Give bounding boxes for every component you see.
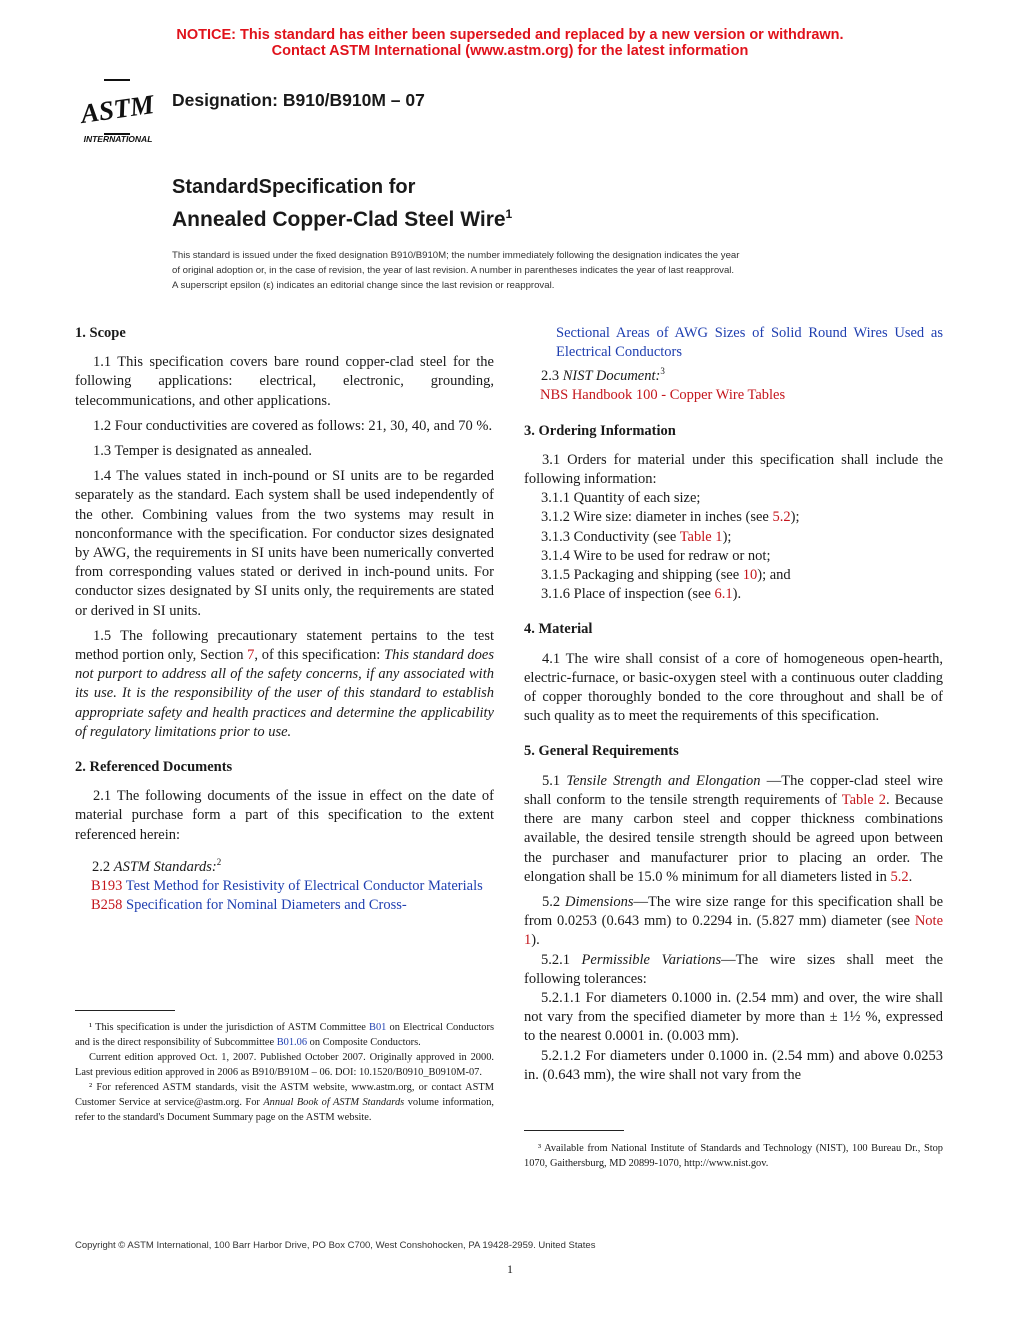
para-5-2-1-2: 5.2.1.2 For diameters under 0.1000 in. (2.54 mm) and above 0.0253 in. (0.643 mm), the wire shall not vary from the — [524, 1047, 943, 1083]
astm-logo — [74, 76, 160, 144]
para-2-3-num: 2.3 — [541, 368, 563, 385]
item-3-1-4: 3.1.4 Wire to be used for redraw or not; — [541, 547, 771, 564]
para-5-2 — [524, 893, 943, 951]
designation: Designation: B910/B910M – 07 — [172, 90, 425, 110]
item-text: ); — [722, 528, 732, 545]
link-table-2[interactable]: Table 2 — [841, 791, 887, 808]
left-column — [75, 324, 494, 915]
link-note-1[interactable]: Note 1 — [524, 913, 943, 949]
para-text: —The wire size range for this specification shall be from 0.0253 (0.643 mm) to 0.2294 in. (5.827 mm) diameter (see — [524, 893, 944, 930]
footnote-1-text: on Electrical Conductors and is the direct responsibility of Subcommittee — [75, 1022, 494, 1048]
para-1-2: 1.2 Four conductivities are covered as follows: 21, 30, 40, and 70 %. — [93, 417, 493, 434]
right-column — [524, 324, 943, 1085]
para-1-1: 1.1 This specification covers bare round copper-clad steel for the following applications: electrical, electronic, grounding, telecommunications, and other applications. — [75, 354, 494, 409]
item-text: 3.1.5 Packaging and shipping (see — [541, 567, 743, 584]
issuance-line: A superscript epsilon (ε) indicates an editorial change since the last revision or reapproval. — [172, 280, 555, 291]
para-5-2-1 — [524, 951, 943, 989]
link-5-2[interactable]: 5.2 — [772, 509, 791, 526]
para-2-2 — [75, 853, 494, 877]
safety-statement: This standard does not purport to address all of the safety concerns, if any associated with its use. It is the responsibility of the user of this standard to establish appropriate safety and health practices and determine the applicability of regulatory limitations prior to use. — [75, 647, 494, 740]
para-text: —The copper-clad steel wire shall conform to the tensile strength requirements of — [524, 772, 943, 808]
para-3-1: 3.1 Orders for material under this specification shall include the following information: — [524, 451, 943, 488]
footnote-2 — [75, 1080, 494, 1125]
item-text: ); and — [757, 567, 791, 584]
footnote-ref-2: 2 — [216, 856, 222, 867]
section-4-heading: 4. Material — [524, 621, 593, 638]
b193-title[interactable]: Test Method for Resistivity of Electrical Conductor Materials — [122, 877, 483, 894]
left-footnotes — [75, 1020, 494, 1125]
para-5-2-title: Dimensions — [565, 893, 634, 910]
section-3-heading: 3. Ordering Information — [524, 422, 676, 439]
link-section-10[interactable]: 10 — [742, 567, 758, 584]
reference-b193[interactable] — [75, 877, 494, 896]
para-2-2-num: 2.2 — [92, 858, 114, 875]
footnote-divider — [75, 1010, 175, 1011]
para-1-3: 1.3 Temper is designated as annealed. — [93, 443, 312, 460]
title-footnote-ref: 1 — [505, 207, 513, 221]
para-2-1: 2.1 The following documents of the issue in effect on the date of material purchase form a part of this specification to the extent referenced herein: — [75, 788, 494, 843]
nbs-handbook-link[interactable]: NBS Handbook 100 - Copper Wire Tables — [540, 387, 786, 404]
footnote-2-book: Annual Book of ASTM Standards — [263, 1097, 405, 1108]
para-5-1 — [524, 772, 943, 887]
para-text: . Because there are many carbon steel and copper thickness combinations available, the desired tensile strength should be agreed upon between the purchaser and manufacturer prior to placing an order. The elongation shall be 15.0 % minimum for all diameters listed in — [524, 791, 944, 885]
footnote-1-edition: Current edition approved Oct. 1, 2007. Published October 2007. Originally approved in 2000. Last previous edition approved in 2006 as B910/B910M – 06. DOI: 10.1520/B0910_B0910M-07. — [75, 1052, 494, 1078]
title-line-1: StandardSpecification for — [172, 176, 416, 198]
notice-line-1: NOTICE: This standard has either been superseded and replaced by a new version or withdrawn. — [176, 27, 844, 43]
notice-line-2: Contact ASTM International (www.astm.org) for the latest information — [271, 43, 749, 59]
logo-subtext: INTERNATIONAL — [83, 134, 153, 144]
committee-b01-link[interactable]: B01 — [369, 1022, 387, 1033]
footnote-1-text: on Composite Conductors. — [307, 1037, 421, 1048]
item-text: ). — [732, 586, 742, 603]
nist-document-label: NIST Document: — [562, 368, 661, 385]
issuance-line: This standard is issued under the fixed designation B910/B910M; the number immediately following the designation indicates the year — [172, 250, 740, 261]
item-3-1-6 — [524, 585, 943, 604]
subcommittee-b01-06-link[interactable]: B01.06 — [276, 1037, 308, 1048]
para-1-4: 1.4 The values stated in inch-pound or SI units are to be regarded separately as the standard. Each system shall be used independently of the other. Combining values from the two systems may result in nonconformance with the specification. For conductor sizes designated by AWG, the requirements in SI units have been numerically converted from corresponding values stated or derived in inch-pound units. For conductor sizes designated by SI units only, the requirements are stated or derived in SI units. — [75, 468, 494, 619]
para-1-5-text: , of this specification: — [254, 647, 384, 664]
footnote-ref-3: 3 — [660, 366, 665, 377]
para-1-5 — [75, 627, 494, 742]
astm-standards-label: ASTM Standards: — [113, 858, 217, 875]
logo-text: ASTM — [78, 89, 156, 129]
para-1-5-text: 1.5 The following precautionary statement pertains to the test method portion only, Section — [75, 627, 494, 664]
item-text: 3.1.2 Wire size: diameter in inches (see — [541, 509, 773, 526]
section-7-link[interactable]: 7 — [247, 647, 255, 664]
para-text: . — [908, 868, 913, 885]
item-text: 3.1.3 Conductivity (see — [541, 528, 680, 545]
item-3-1-2 — [524, 508, 943, 527]
reference-b258-continued[interactable]: Sectional Areas of AWG Sizes of Solid Round Wires Used as Electrical Conductors — [556, 325, 943, 361]
section-2-heading: 2. Referenced Documents — [75, 759, 233, 776]
para-4-1: 4.1 The wire shall consist of a core of homogeneous open-hearth, electric-furnace, or basic-oxygen steel with a continuous outer cladding of copper thoroughly bonded to the core throughout and shall be of such quality as to meet the requirements of this specification. — [524, 650, 943, 725]
b258-code[interactable]: B258 — [91, 897, 123, 914]
para-text: 5.1 — [542, 772, 567, 789]
astm-logo-icon — [74, 76, 160, 144]
b258-title[interactable]: Specification for Nominal Diameters and Cross- — [122, 897, 407, 914]
para-5-1-title: Tensile Strength and Elongation — [566, 772, 761, 789]
page-title — [172, 174, 512, 233]
para-text: —The wire sizes shall meet the following tolerances: — [524, 951, 944, 987]
footnote-divider — [524, 1130, 624, 1131]
link-table-1[interactable]: Table 1 — [679, 528, 723, 545]
link-5-2[interactable]: 5.2 — [890, 868, 909, 885]
reference-b258[interactable] — [75, 896, 494, 915]
item-3-1-3 — [524, 528, 943, 547]
issuance-note — [172, 248, 862, 293]
item-text: 3.1.6 Place of inspection (see — [541, 586, 715, 603]
para-5-2-1-title: Permissible Variations — [581, 951, 722, 968]
notice-banner — [0, 27, 1020, 59]
para-5-2-1-1: 5.2.1.1 For diameters 0.1000 in. (2.54 mm) and over, the wire shall not vary from the specified diameter by more than ± 1½ %, expressed to the nearest 0.0001 in. (0.003 mm). — [524, 989, 943, 1045]
footnote-1-text: ¹ This specification is under the jurisdiction of ASTM Committee — [89, 1022, 370, 1033]
issuance-line: of original adoption or, in the case of revision, the year of last revision. A number in parentheses indicates the year of last reapproval. — [172, 265, 735, 276]
footnote-2-text: ² For referenced ASTM standards, visit the ASTM website, www.astm.org, or contact ASTM Customer Service at service@astm.org. For — [75, 1082, 494, 1108]
link-6-1[interactable]: 6.1 — [714, 586, 733, 603]
footnote-3: ³ Available from National Institute of Standards and Technology (NIST), 100 Bureau Dr., Stop 1070, Gaithersburg, MD 20899-1070, http://www.nist.gov. — [524, 1143, 943, 1169]
para-2-3 — [524, 362, 943, 386]
item-text: ); — [790, 509, 800, 526]
item-3-1-5 — [524, 566, 943, 585]
footnote-1 — [75, 1020, 494, 1050]
para-text: 5.2 — [542, 893, 565, 910]
section-1-heading: 1. Scope — [75, 325, 126, 341]
item-3-1-1: 3.1.1 Quantity of each size; — [541, 490, 701, 507]
para-text: ). — [531, 932, 540, 949]
para-text: 5.2.1 — [541, 951, 582, 968]
footnote-2-text: volume information, refer to the standard's Document Summary page on the ASTM website. — [75, 1097, 494, 1123]
b193-code[interactable]: B193 — [91, 877, 123, 894]
title-line-2: Annealed Copper-Clad Steel Wire — [172, 208, 506, 231]
page-number: 1 — [507, 1262, 513, 1276]
copyright: Copyright © ASTM International, 100 Barr Harbor Drive, PO Box C700, West Conshohocken, PA 19428-2959. United States — [75, 1240, 596, 1251]
section-5-heading: 5. General Requirements — [524, 743, 679, 760]
